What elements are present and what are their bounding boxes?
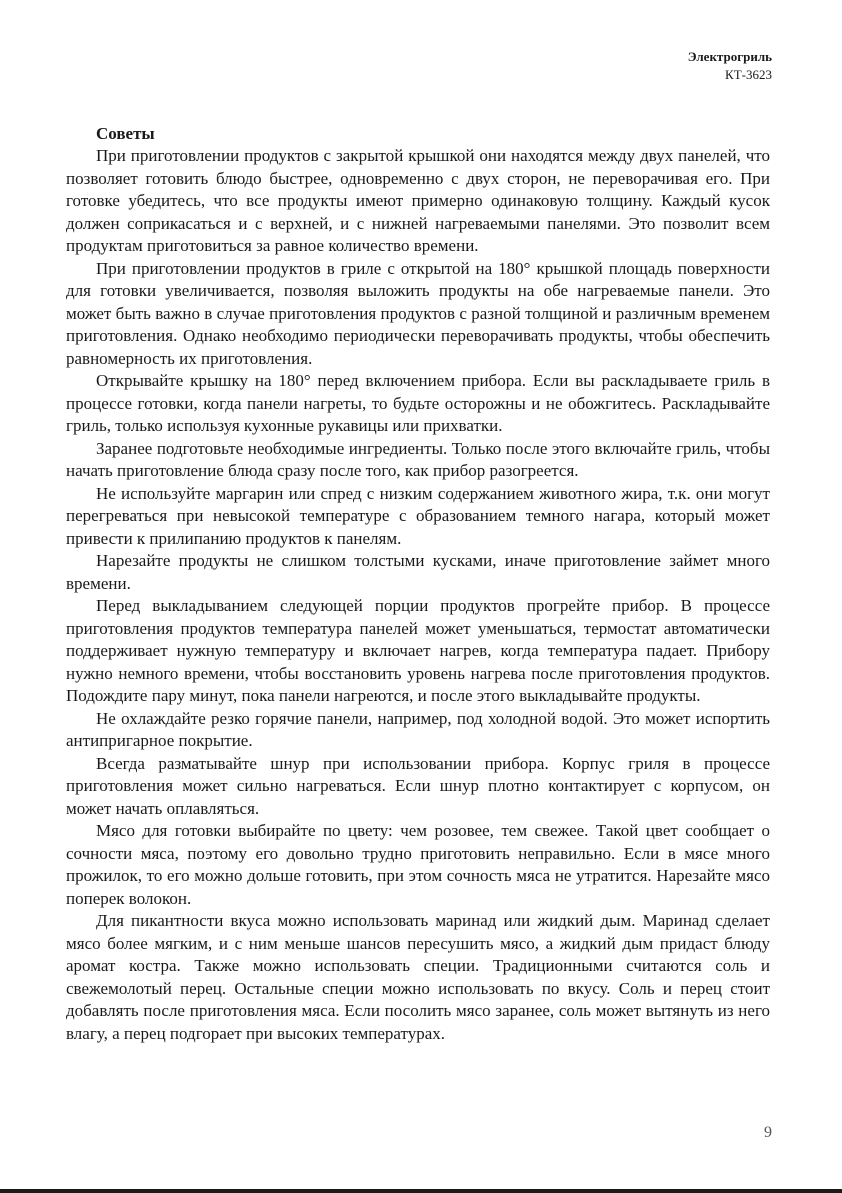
bottom-rule	[0, 1189, 842, 1193]
paragraph-prepare-ingredients: Заранее подготовьте необходимые ингредиенты. Только после этого включайте гриль, чтобы начать приготовление блюда сразу после того, как прибор разогреется.	[66, 438, 770, 480]
page-header	[688, 48, 772, 84]
paragraph-preheat: Перед выкладыванием следующей порции продуктов прогрейте прибор. В процессе приготовления продуктов температура панелей может уменьшаться, термостат автоматически поддерживает нужную температуру и включает нагрев, когда температура падает. Прибору нужно немного времени, чтобы восстановить уровень нагрева после приготовления продуктов. Подождите пару минут, пока панели нагреются, и после этого выкладывайте продукты.	[66, 596, 770, 705]
paragraph-no-margarine: Не используйте маргарин или спред с низким содержанием животного жира, т.к. они могут перегреваться при невысокой температуре с образованием темного нагара, который может привести к прилипанию продуктов к панелям.	[66, 483, 770, 548]
paragraph-unwind-cord: Всегда разматывайте шнур при использовании прибора. Корпус гриля в процессе приготовления может сильно нагреваться. Если шнур плотно контактирует с корпусом, он может начать оплавляться.	[66, 753, 770, 818]
section-title: Советы	[96, 124, 155, 143]
paragraph-closed-lid: При приготовлении продуктов с закрытой крышкой они находятся между двух панелей, что позволяет готовить блюдо быстрее, одновременно с двух сторон, не переворачивая его. При готовке убедитесь, что все продукты имеют примерно одинаковую толщину. Каждый кусок должен соприкасаться и с верхней, и с нижней нагреваемыми панелями. Это позволит всем продуктам приготовиться за равное количество времени.	[66, 146, 770, 255]
header-product-name: Электрогриль	[687, 49, 772, 64]
tips-section	[66, 123, 770, 1045]
header-model-number: КТ-3623	[725, 67, 772, 82]
page-number: 9	[764, 1124, 772, 1141]
paragraph-no-cooling: Не охлаждайте резко горячие панели, например, под холодной водой. Это может испортить антипригарное покрытие.	[66, 708, 770, 750]
paragraph-choose-meat: Мясо для готовки выбирайте по цвету: чем розовее, тем свежее. Такой цвет сообщает о сочности мяса, поэтому его довольно трудно приготовить неправильно. Если в мясе много прожилок, то его можно дольше готовить, при этом сочность мяса не утратится. Нарезайте мясо поперек волокон.	[66, 821, 770, 908]
paragraph-open-lid: При приготовлении продуктов в гриле с открытой на 180° крышкой площадь поверхности для готовки увеличивается, позволяя выложить продукты на обе нагреваемые панели. Это может быть важно в случае приготовления продуктов с разной толщиной и различным временем приготовления. Однако необходимо периодически переворачивать продукты, чтобы обеспечить равномерность их приготовления.	[66, 258, 770, 368]
paragraph-open-before-start: Открывайте крышку на 180° перед включением прибора. Если вы раскладываете гриль в процессе готовки, когда панели нагреты, то будьте осторожны и не обожгитесь. Раскладывайте гриль, только используя кухонные рукавицы или прихватки.	[66, 371, 770, 435]
paragraph-thin-slices: Нарезайте продукты не слишком толстыми кусками, иначе приготовление займет много времени.	[66, 551, 770, 593]
paragraph-marinade: Для пикантности вкуса можно использовать маринад или жидкий дым. Маринад сделает мясо более мягким, и с ним меньше шансов пересушить мясо, а жидкий дым придаст блюду аромат костра. Также можно использовать специи. Традиционными считаются соль и свежемолотый перец. Остальные специи можно использовать по вкусу. Соль и перец стоит добавлять после приготовления мяса. Если посолить мясо заранее, соль может вытянуть из него влагу, а перец подгорает при высоких температурах.	[66, 911, 770, 1043]
